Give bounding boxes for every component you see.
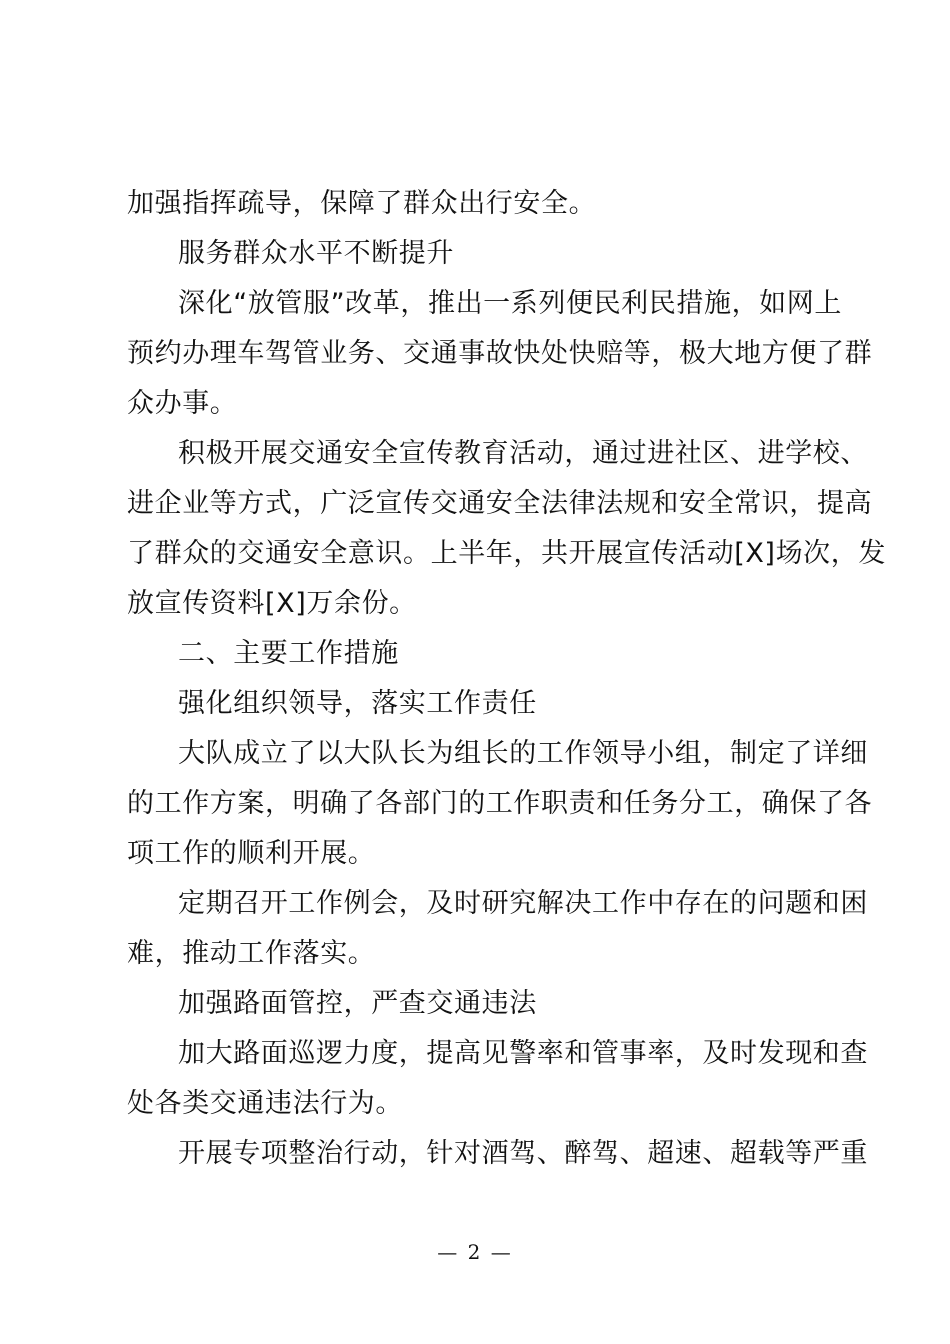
section-heading: 二、主要工作措施 xyxy=(178,638,399,669)
body-line: 处各类交通违法行为。 xyxy=(127,1088,403,1119)
body-line: 定期召开工作例会，及时研究解决工作中存在的问题和困 xyxy=(178,888,868,919)
body-line: 难，推动工作落实。 xyxy=(127,938,376,969)
body-line: 了群众的交通安全意识。上半年，共开展宣传活动[X]场次，发 xyxy=(127,538,886,569)
body-line: 众办事。 xyxy=(127,388,238,419)
section-subheading: 强化组织领导，落实工作责任 xyxy=(178,688,537,719)
body-line: 加大路面巡逻力度，提高见警率和管事率，及时发现和查 xyxy=(178,1038,868,1069)
body-line: 深化“放管服”改革，推出一系列便民利民措施，如网上 xyxy=(178,288,842,319)
body-line: 开展专项整治行动，针对酒驾、醉驾、超速、超载等严重 xyxy=(178,1138,868,1169)
body-line: 进企业等方式，广泛宣传交通安全法律法规和安全常识，提高 xyxy=(127,488,873,519)
body-line: 项工作的顺利开展。 xyxy=(127,838,376,869)
body-line: 积极开展交通安全宣传教育活动，通过进社区、进学校、 xyxy=(178,438,868,469)
body-line: 加强指挥疏导，保障了群众出行安全。 xyxy=(127,188,597,219)
page-number: — 2 — xyxy=(437,1240,513,1264)
body-line: 预约办理车驾管业务、交通事故快处快赔等，极大地方便了群 xyxy=(127,338,873,369)
body-line: 放宣传资料[X]万余份。 xyxy=(127,588,417,619)
body-line: 的工作方案，明确了各部门的工作职责和任务分工，确保了各 xyxy=(127,788,873,819)
section-subheading: 加强路面管控，严查交通违法 xyxy=(178,988,537,1019)
section-subheading: 服务群众水平不断提升 xyxy=(178,238,454,269)
body-line: 大队成立了以大队长为组长的工作领导小组，制定了详细 xyxy=(178,738,868,769)
